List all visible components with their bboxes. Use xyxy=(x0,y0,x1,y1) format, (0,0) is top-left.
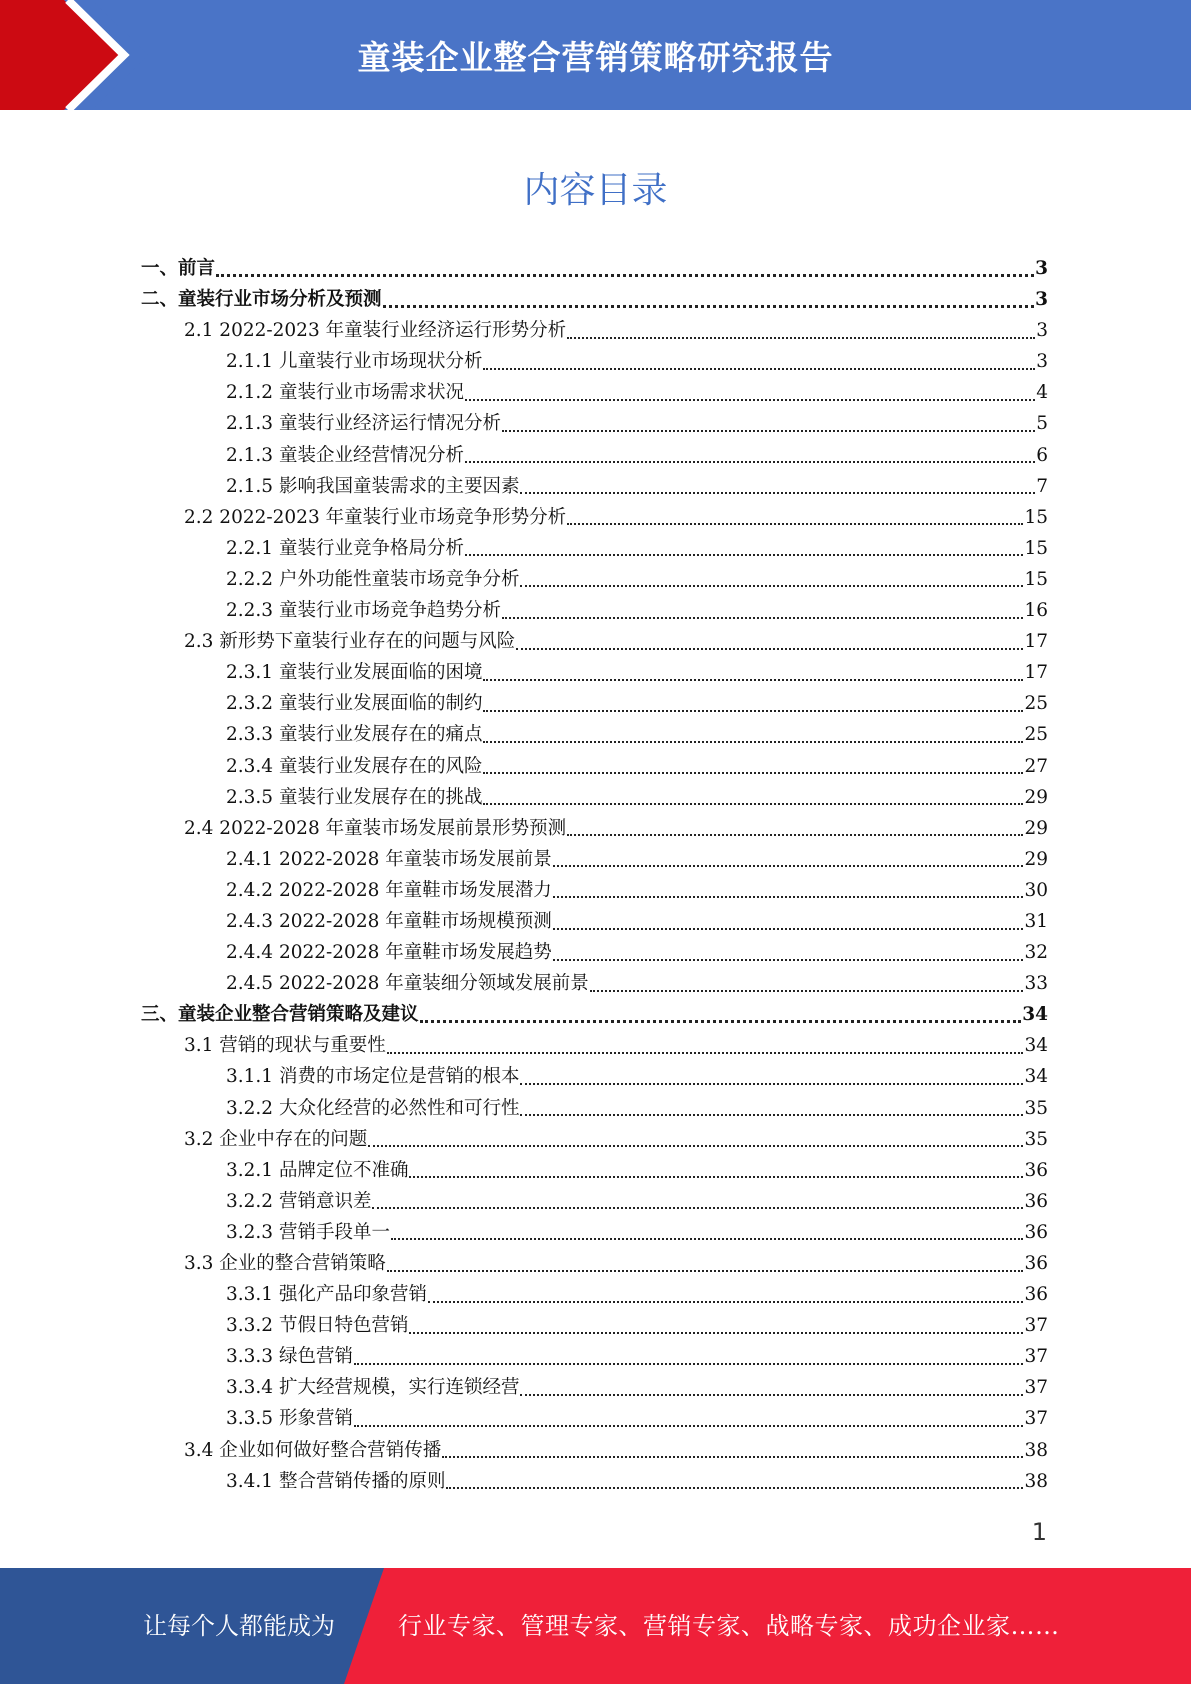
toc-leader-dots xyxy=(553,865,1024,867)
toc-entry-title: 3.2.3 营销手段单一 xyxy=(226,1221,390,1243)
toc-entry[interactable] xyxy=(141,1279,1048,1310)
toc-leader-dots xyxy=(354,1425,1024,1427)
toc-entry[interactable] xyxy=(141,1186,1048,1217)
toc-entry-page: 6 xyxy=(1036,444,1048,466)
toc-entry-title: 2.3.2 童装行业发展面临的制约 xyxy=(226,693,483,715)
toc-entry-title: 2.1.2 童装行业市场需求状况 xyxy=(226,382,464,404)
toc-entry-title: 2.2 2022-2023 年童装行业市场竞争形势分析 xyxy=(184,506,567,528)
toc-heading: 内容目录 xyxy=(523,170,668,211)
toc-entry-page: 29 xyxy=(1024,786,1048,808)
toc-entry-page: 16 xyxy=(1024,600,1048,622)
toc-entry-page: 15 xyxy=(1024,506,1048,528)
toc-entry-page: 3 xyxy=(1035,289,1048,311)
toc-entry[interactable] xyxy=(141,782,1048,813)
toc-entry[interactable] xyxy=(141,408,1048,439)
toc-entry-page: 27 xyxy=(1024,755,1048,777)
toc-entry-page: 29 xyxy=(1024,848,1048,870)
table-of-contents xyxy=(141,253,1048,1497)
toc-entry[interactable] xyxy=(141,471,1048,502)
toc-entry-page: 36 xyxy=(1024,1190,1048,1212)
toc-entry-page: 29 xyxy=(1024,817,1048,839)
toc-leader-dots xyxy=(553,928,1024,930)
toc-entry-page: 25 xyxy=(1024,724,1048,746)
toc-entry[interactable] xyxy=(141,284,1048,315)
toc-leader-dots xyxy=(567,337,1035,339)
toc-entry[interactable] xyxy=(141,906,1048,937)
page-footer xyxy=(0,1568,1191,1684)
toc-entry[interactable] xyxy=(141,875,1048,906)
toc-entry-page: 37 xyxy=(1024,1346,1048,1368)
toc-entry-page: 25 xyxy=(1024,693,1048,715)
toc-entry-title: 一、前言 xyxy=(141,258,216,279)
toc-entry[interactable] xyxy=(141,1435,1048,1466)
toc-entry-title: 3.3.3 绿色营销 xyxy=(226,1346,353,1368)
toc-entry-page: 31 xyxy=(1024,910,1048,932)
toc-leader-dots xyxy=(465,461,1035,463)
toc-entry-title: 2.1 2022-2023 年童装行业经济运行形势分析 xyxy=(184,320,567,342)
toc-entry-title: 2.3.5 童装行业发展存在的挑战 xyxy=(226,786,483,808)
toc-leader-dots xyxy=(520,1394,1023,1396)
toc-entry-page: 35 xyxy=(1024,1128,1048,1150)
toc-leader-dots xyxy=(387,1052,1024,1054)
toc-entry-page: 17 xyxy=(1024,631,1048,653)
toc-entry-page: 34 xyxy=(1024,1066,1048,1088)
toc-entry-title: 3.2.2 大众化经营的必然性和可行性 xyxy=(226,1097,520,1119)
toc-leader-dots xyxy=(567,523,1023,525)
toc-entry-title: 2.1.1 儿童装行业市场现状分析 xyxy=(226,351,483,373)
report-title: 童装企业整合营销策略研究报告 xyxy=(357,37,834,77)
toc-leader-dots xyxy=(520,492,1035,494)
toc-leader-dots xyxy=(520,1083,1023,1085)
toc-entry-title: 3.2.1 品牌定位不准确 xyxy=(226,1159,409,1181)
toc-entry[interactable] xyxy=(141,688,1048,719)
toc-leader-dots xyxy=(590,990,1024,992)
toc-entry[interactable] xyxy=(141,1124,1048,1155)
toc-entry-page: 7 xyxy=(1036,475,1048,497)
toc-leader-dots xyxy=(483,710,1023,712)
toc-leader-dots xyxy=(567,834,1023,836)
toc-entry-title: 2.4.2 2022-2028 年童鞋市场发展潜力 xyxy=(226,879,552,901)
toc-leader-dots xyxy=(516,648,1023,650)
toc-entry[interactable] xyxy=(141,937,1048,968)
toc-entry-title: 2.2.3 童装行业市场竞争趋势分析 xyxy=(226,600,501,622)
toc-leader-dots xyxy=(387,1270,1024,1272)
toc-leader-dots xyxy=(553,896,1024,898)
toc-entry-page: 32 xyxy=(1024,942,1048,964)
toc-entry-title: 2.3.3 童装行业发展存在的痛点 xyxy=(226,724,483,746)
footer-slogan-right: 行业专家、管理专家、营销专家、战略专家、成功企业家…… xyxy=(398,1612,1060,1640)
toc-entry-page: 34 xyxy=(1024,1035,1048,1057)
toc-leader-dots xyxy=(502,430,1035,432)
toc-entry-page: 3 xyxy=(1036,351,1048,373)
toc-entry[interactable] xyxy=(141,999,1048,1030)
toc-entry-title: 二、童装行业市场分析及预测 xyxy=(141,289,382,311)
toc-entry[interactable] xyxy=(141,533,1048,564)
toc-leader-dots xyxy=(442,1456,1023,1458)
toc-entry[interactable] xyxy=(141,1248,1048,1279)
toc-leader-dots xyxy=(409,1332,1023,1334)
toc-entry-page: 4 xyxy=(1036,382,1048,404)
toc-entry[interactable] xyxy=(141,626,1048,657)
toc-entry-page: 36 xyxy=(1024,1284,1048,1306)
toc-entry[interactable] xyxy=(141,1310,1048,1341)
toc-entry-page: 34 xyxy=(1022,1004,1048,1026)
toc-entry[interactable] xyxy=(141,719,1048,750)
toc-leader-dots xyxy=(446,1487,1023,1489)
toc-entry-title: 2.2.2 户外功能性童装市场竞争分析 xyxy=(226,568,520,590)
toc-entry-title: 3.4.1 整合营销传播的原则 xyxy=(226,1470,446,1492)
toc-entry-page: 37 xyxy=(1024,1377,1048,1399)
toc-leader-dots xyxy=(502,617,1023,619)
toc-leader-dots xyxy=(465,554,1023,556)
toc-entry-page: 15 xyxy=(1024,568,1048,590)
toc-leader-dots xyxy=(483,741,1023,743)
toc-entry[interactable] xyxy=(141,1372,1048,1403)
toc-entry-page: 5 xyxy=(1036,413,1048,435)
toc-entry[interactable] xyxy=(141,315,1048,346)
toc-entry-title: 三、童装企业整合营销策略及建议 xyxy=(141,1004,419,1026)
toc-entry[interactable] xyxy=(141,1403,1048,1434)
toc-entry[interactable] xyxy=(141,1093,1048,1124)
toc-entry-title: 3.2 企业中存在的问题 xyxy=(184,1128,368,1150)
toc-entry[interactable] xyxy=(141,377,1048,408)
toc-entry-title: 3.4 企业如何做好整合营销传播 xyxy=(184,1439,442,1461)
toc-entry-page: 36 xyxy=(1024,1221,1048,1243)
toc-entry-page: 17 xyxy=(1024,662,1048,684)
toc-entry-title: 3.3.2 节假日特色营销 xyxy=(226,1315,409,1337)
toc-entry-page: 33 xyxy=(1024,973,1048,995)
toc-entry-title: 3.3.5 形象营销 xyxy=(226,1408,353,1430)
toc-entry[interactable] xyxy=(141,1466,1048,1497)
toc-entry-page: 36 xyxy=(1024,1159,1048,1181)
toc-entry-title: 3.1 营销的现状与重要性 xyxy=(184,1035,386,1057)
page-number: 1 xyxy=(1031,1518,1047,1546)
toc-entry[interactable] xyxy=(141,440,1048,471)
toc-entry-title: 2.3.4 童装行业发展存在的风险 xyxy=(226,755,483,777)
toc-leader-dots xyxy=(483,803,1023,805)
toc-entry-title: 2.4.1 2022-2028 年童装市场发展前景 xyxy=(226,848,552,870)
header-arrow-decoration xyxy=(0,0,160,110)
toc-entry-page: 37 xyxy=(1024,1408,1048,1430)
toc-entry[interactable] xyxy=(141,1030,1048,1061)
toc-entry-page: 38 xyxy=(1024,1439,1048,1461)
toc-entry-title: 2.4.4 2022-2028 年童鞋市场发展趋势 xyxy=(226,942,552,964)
toc-entry[interactable] xyxy=(141,968,1048,999)
footer-slogan-left: 让每个人都能成为 xyxy=(143,1612,335,1640)
toc-leader-dots xyxy=(409,1176,1023,1178)
toc-entry-title: 2.1.5 影响我国童装需求的主要因素 xyxy=(226,475,520,497)
toc-entry-page: 15 xyxy=(1024,537,1048,559)
toc-leader-dots xyxy=(483,368,1035,370)
toc-entry-title: 3.3 企业的整合营销策略 xyxy=(184,1253,386,1274)
toc-entry-page: 35 xyxy=(1024,1097,1048,1119)
toc-leader-dots xyxy=(428,1301,1023,1303)
toc-entry-title: 3.2.2 营销意识差 xyxy=(226,1190,372,1212)
toc-entry-title: 2.3.1 童装行业发展面临的困境 xyxy=(226,662,483,684)
toc-leader-dots xyxy=(520,1114,1023,1116)
toc-entry-title: 3.3.1 强化产品印象营销 xyxy=(226,1284,427,1306)
toc-entry-title: 3.1.1 消费的市场定位是营销的根本 xyxy=(226,1066,520,1088)
toc-leader-dots xyxy=(483,772,1023,774)
toc-entry-title: 2.3 新形势下童装行业存在的问题与风险 xyxy=(184,631,516,653)
toc-leader-dots xyxy=(553,959,1024,961)
toc-leader-dots xyxy=(372,1207,1023,1209)
toc-leader-dots xyxy=(391,1238,1023,1240)
toc-entry[interactable] xyxy=(141,346,1048,377)
page-header xyxy=(0,0,1191,110)
toc-entry[interactable] xyxy=(141,1217,1048,1248)
toc-leader-dots xyxy=(383,305,1035,308)
toc-entry-title: 2.2.1 童装行业竞争格局分析 xyxy=(226,537,464,559)
toc-leader-dots xyxy=(368,1145,1023,1147)
toc-entry[interactable] xyxy=(141,595,1048,626)
toc-entry[interactable] xyxy=(141,657,1048,688)
toc-entry[interactable] xyxy=(141,1341,1048,1372)
toc-entry-page: 36 xyxy=(1024,1253,1048,1274)
toc-entry[interactable] xyxy=(141,1061,1048,1092)
toc-entry-title: 2.1.3 童装行业经济运行情况分析 xyxy=(226,413,501,435)
toc-entry[interactable] xyxy=(141,751,1048,782)
toc-entry-title: 2.4 2022-2028 年童装市场发展前景形势预测 xyxy=(184,817,567,839)
toc-entry[interactable] xyxy=(141,1155,1048,1186)
toc-entry[interactable] xyxy=(141,502,1048,533)
toc-leader-dots xyxy=(483,679,1023,681)
toc-entry-page: 38 xyxy=(1024,1470,1048,1492)
toc-entry[interactable] xyxy=(141,253,1048,284)
toc-entry-page: 3 xyxy=(1036,320,1048,342)
toc-leader-dots xyxy=(465,399,1035,401)
toc-leader-dots xyxy=(216,274,1034,277)
toc-entry-page: 3 xyxy=(1035,258,1048,279)
toc-entry-title: 3.3.4 扩大经营规模，实行连锁经营 xyxy=(226,1377,520,1399)
toc-entry[interactable] xyxy=(141,564,1048,595)
toc-leader-dots xyxy=(520,585,1023,587)
toc-entry-title: 2.4.5 2022-2028 年童装细分领域发展前景 xyxy=(226,973,589,995)
toc-entry-page: 37 xyxy=(1024,1315,1048,1337)
toc-entry[interactable] xyxy=(141,813,1048,844)
toc-entry-page: 30 xyxy=(1024,879,1048,901)
toc-leader-dots xyxy=(354,1363,1024,1365)
toc-entry[interactable] xyxy=(141,844,1048,875)
toc-entry-title: 2.4.3 2022-2028 年童鞋市场规模预测 xyxy=(226,910,552,932)
toc-entry-title: 2.1.3 童装企业经营情况分析 xyxy=(226,444,464,466)
toc-leader-dots xyxy=(420,1020,1022,1023)
